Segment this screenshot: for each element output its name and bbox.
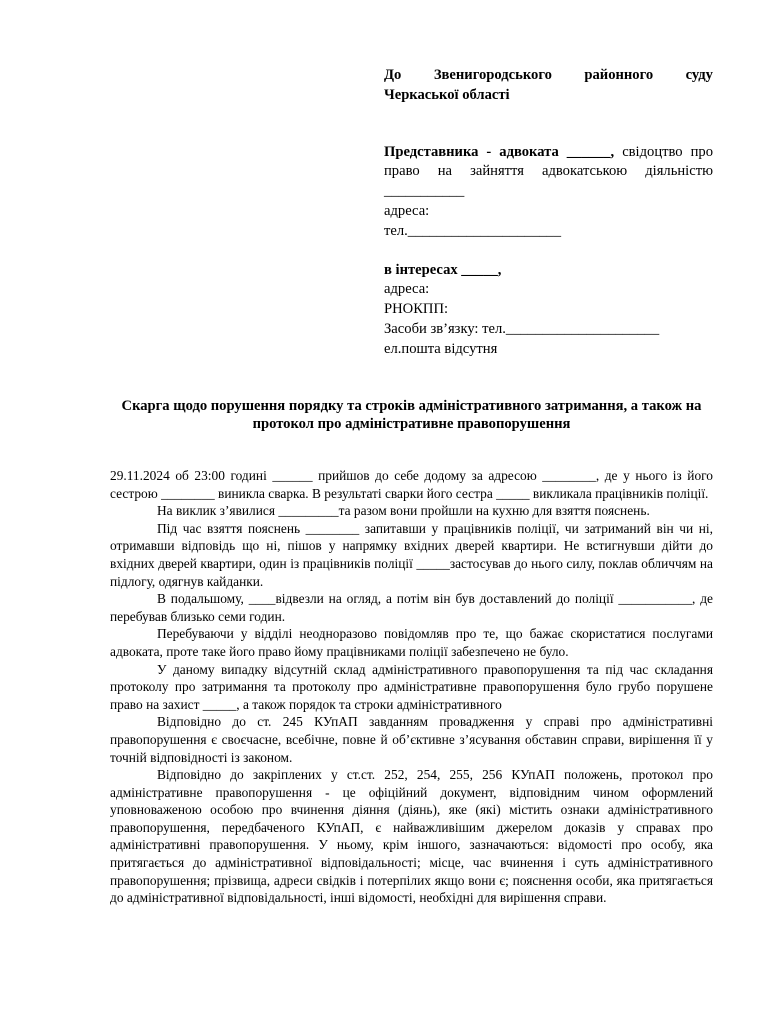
court-name-line <box>384 66 713 86</box>
representative-address: адреса: <box>384 202 430 219</box>
court-word-4: суду <box>685 67 713 83</box>
addressee-block <box>384 66 713 360</box>
court-word-3: районного <box>584 67 654 83</box>
court-region: Черкаської області <box>384 86 510 103</box>
representative-paragraph <box>384 143 713 202</box>
paragraph-5: Перебуваючи у відділі неодноразово повідомляв про те, що бажає скористатися послугами адвоката, проте таке його право йому працівниками поліції забезпечено не було. <box>110 626 713 659</box>
client-email: ел.пошта відсутня <box>384 340 498 357</box>
client-contact: Засоби зв’язку: тел._____________________ <box>384 320 660 337</box>
paragraph-6: У даному випадку відсутній склад адміністративного правопорушення та під час складання протоколу про затримання та протоколу про адміністративне правопорушення було грубо порушене право на захист _____, а також порядок та строки адміністративного <box>110 661 713 712</box>
paragraph-2: На виклик з’явилися _________та разом вони пройшли на кухню для взяття пояснень. <box>157 503 650 519</box>
representative-label: Представника - адвоката ______, <box>384 143 615 160</box>
representative-phone: тел._____________________ <box>384 222 562 239</box>
document-title: Скарга щодо порушення порядку та строків адміністративного затримання, а також на протокол про адміністративне правопорушення <box>121 398 702 432</box>
court-word-1: До <box>384 67 402 83</box>
paragraph-1: 29.11.2024 об 23:00 годині ______ прийшов до себе додому за адресою ________, де у нього із його сестрою ________ виникла сварка. В результаті сварки його сестра _____ викликала працівників поліції. <box>110 468 713 501</box>
representative-certificate: свідоцтво про право на зайняття адвокатською діяльністю ___________ <box>384 143 713 200</box>
court-word-2: Звенигородського <box>433 67 552 83</box>
document-body <box>110 467 713 907</box>
client-address: адреса: <box>384 281 430 298</box>
client-label: в інтересах _____, <box>384 261 502 278</box>
paragraph-7: Відповідно до ст. 245 КУпАП завданням провадження у справі про адміністративні правопорушення є своєчасне, всебічне, повне й об’єктивне з’ясування обставин справи, вирішення її у точній відповідності із законом. <box>110 714 713 765</box>
client-rnokpp: РНОКПП: <box>384 301 449 318</box>
paragraph-4: В подальшому, ____відвезли на огляд, а потім він був доставлений до поліції ___________, де перебував близько семи годин. <box>110 591 713 624</box>
paragraph-8: Відповідно до закріплених у ст.ст. 252, 254, 255, 256 КУпАП положень, протокол про адміністративне правопорушення - це офіційний документ, відповідним чином оформлений уповноваженою особою про вчинення діяння (діянь), яке (які) містить ознаки адміністративного правопорушення, передбаченого КУпАП, є найважливішим джерелом доказів у справах про адміністративні правопорушення. У ньому, крім іншого, зазначаються: відомості про особу, яка притягається до адміністративної відповідальності; місце, час вчинення і суть адміністративного правопорушення; прізвища, адреси свідків і потерпілих якщо вони є; пояснення особи, яка притягається до адміністративної відповідальності, інші відомості, необхідні для вирішення справи. <box>110 767 713 906</box>
paragraph-3: Під час взяття пояснень ________ запитавши у працівників поліції, чи затриманий він чи ні, отримавши відповідь що ні, пішов у напрямку вхідних дверей квартири. Не встигнувши дійти до вхідних дверей квартири, один із працівників поліції _____застосував до нього силу, поклав обличчям на підлогу, одягнув кайданки. <box>110 520 713 589</box>
